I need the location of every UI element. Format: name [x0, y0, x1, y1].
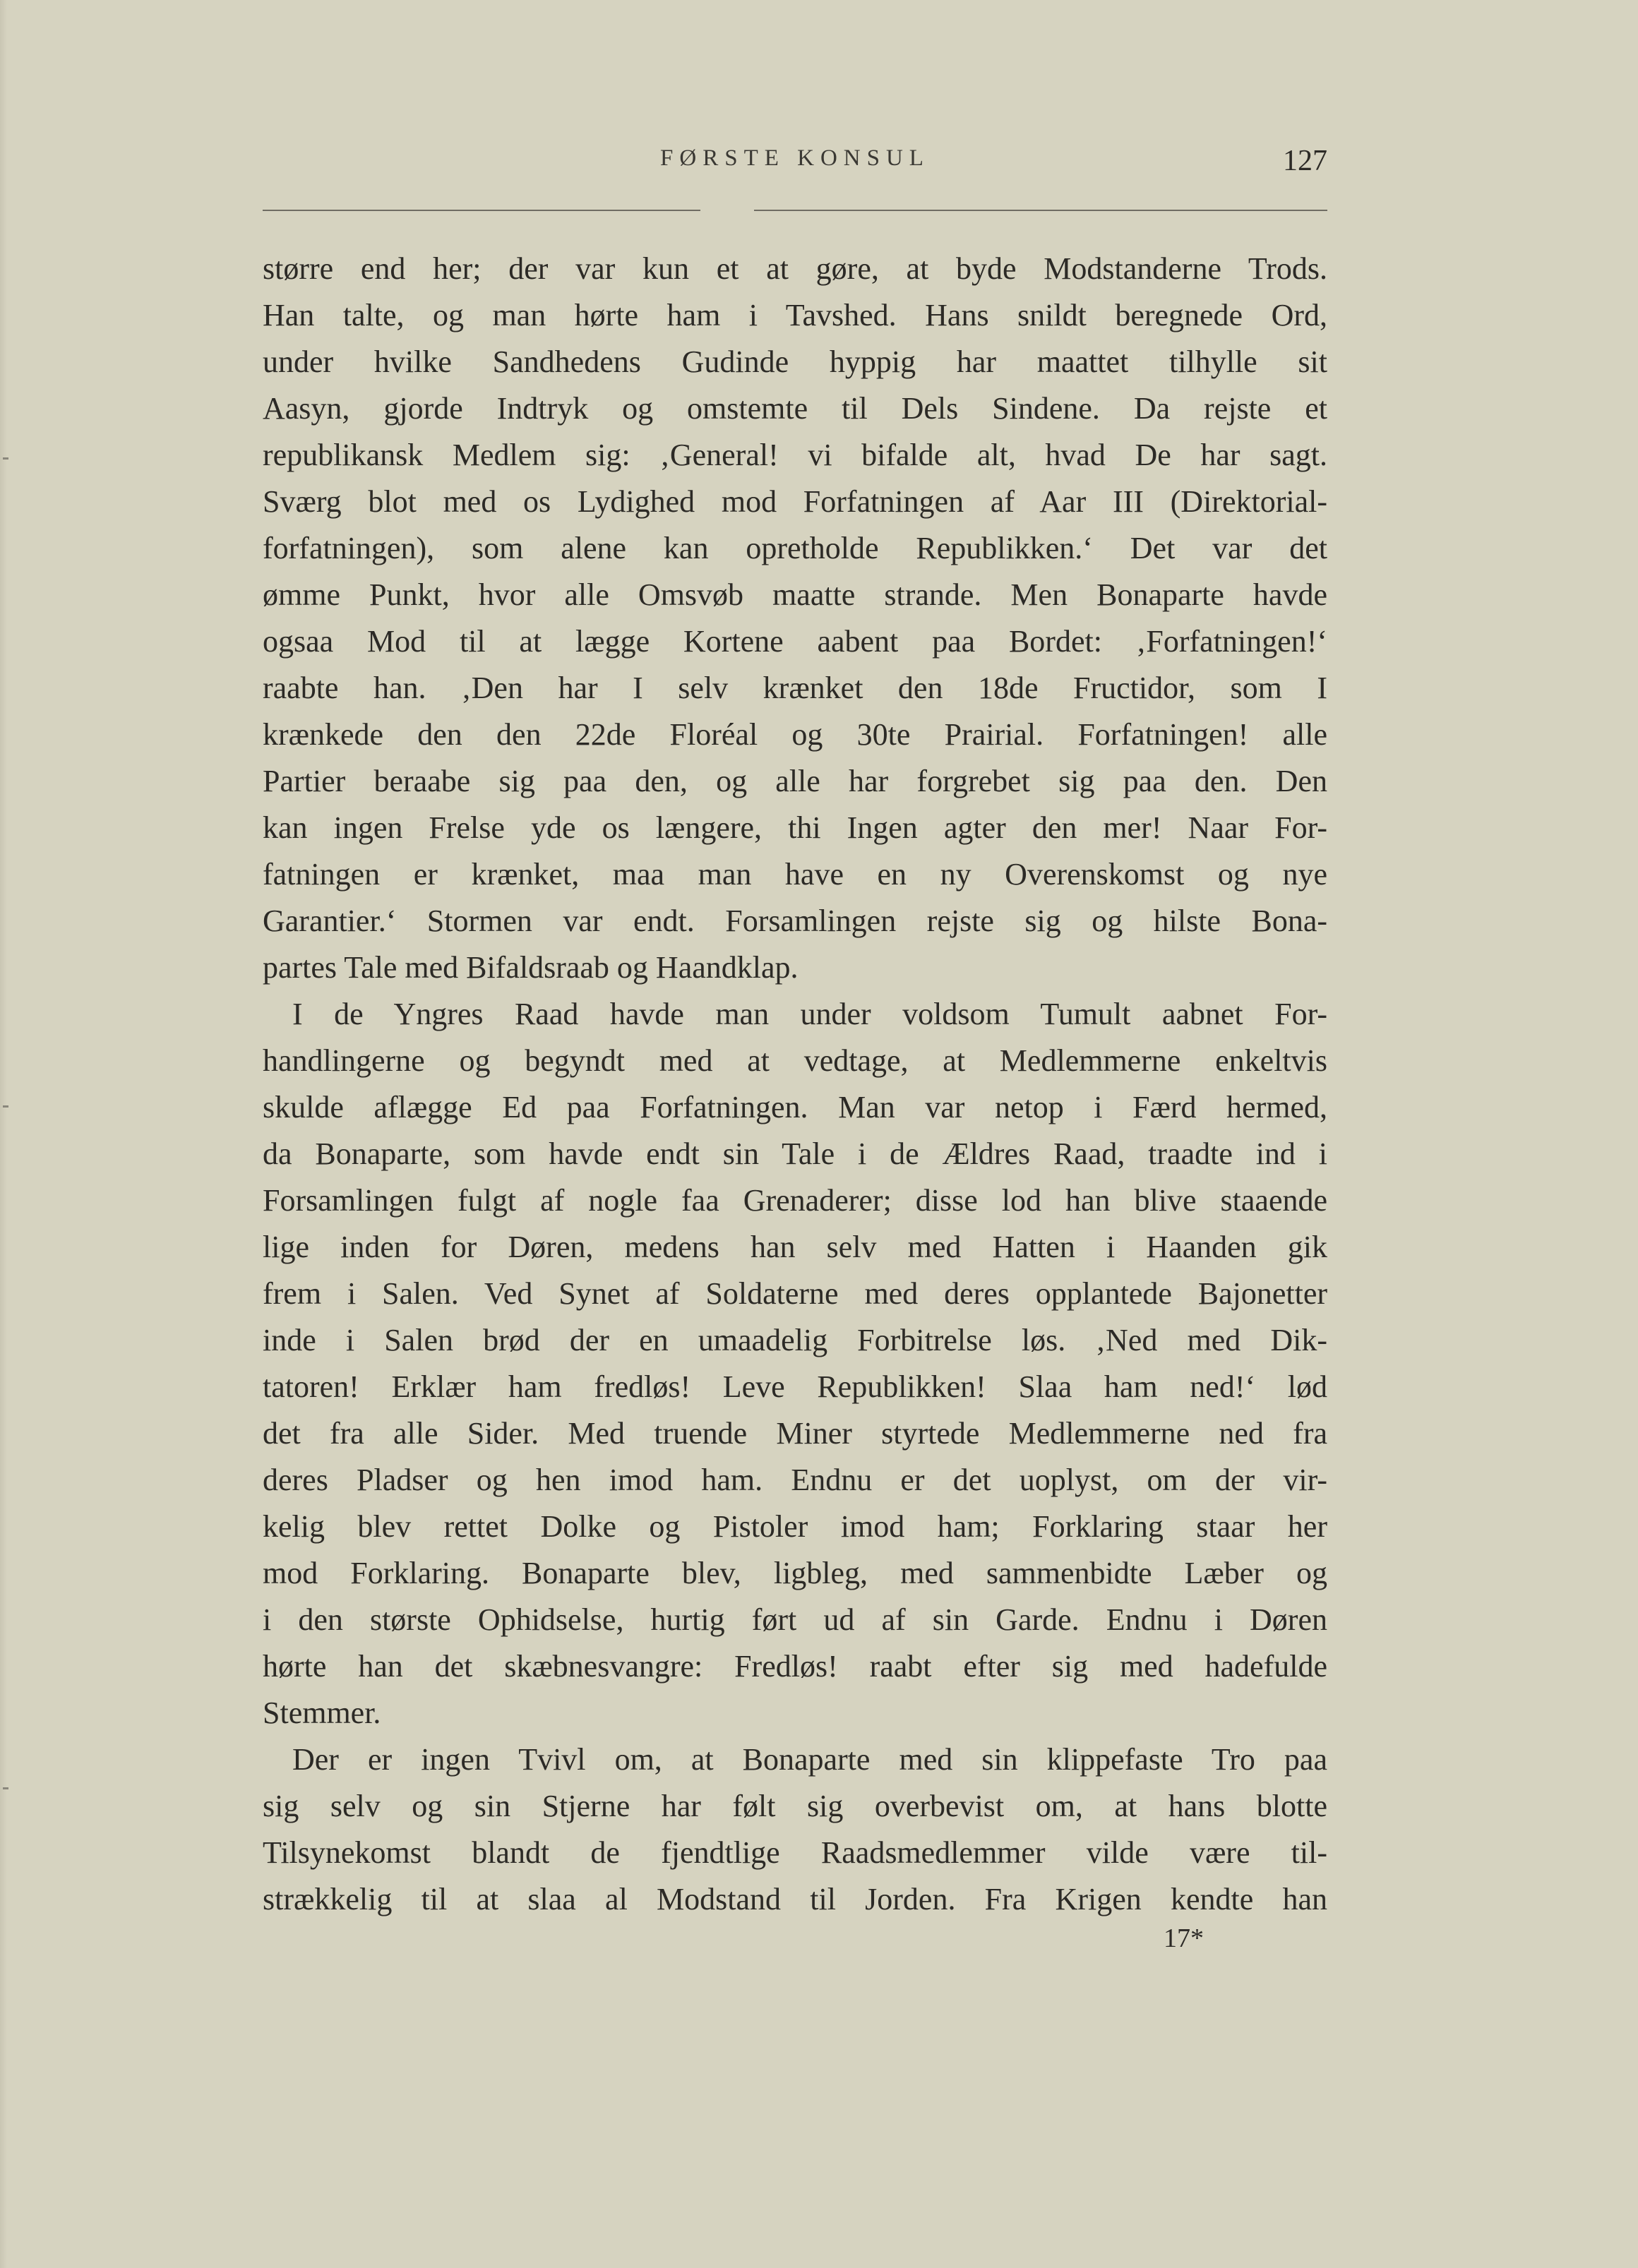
page-edge: [0, 0, 7, 2268]
text-line: forfatningen), som alene kan opretholde Republikken.‘ Det var det: [263, 531, 1327, 565]
margin-mark: [3, 1105, 8, 1108]
text-line: skulde aflægge Ed paa Forfatningen. Man var netop i Færd hermed,: [263, 1090, 1327, 1124]
text-line: krænkede den den 22de Floréal og 30te Prairial. Forfatningen! alle: [263, 717, 1327, 752]
text-line: Der er ingen Tvivl om, at Bonaparte med sin klippefaste Tro paa: [292, 1742, 1327, 1777]
text-line: hørte han det skæbnesvangre: Fredløs! raabt efter sig med hadefulde: [263, 1649, 1327, 1684]
text-line: Aasyn, gjorde Indtryk og omstemte til Dels Sindene. Da rejste et: [263, 391, 1327, 426]
text-line: I de Yngres Raad havde man under voldsom Tumult aabnet For-: [292, 997, 1327, 1031]
margin-mark: [3, 457, 8, 460]
text-line: Stemmer.: [263, 1696, 381, 1730]
text-line: strækkelig til at slaa al Modstand til Jorden. Fra Krigen kendte han: [263, 1882, 1327, 1916]
text-line: under hvilke Sandhedens Gudinde hyppig har maattet tilhylle sit: [263, 344, 1327, 379]
signature-mark: 17*: [1164, 1924, 1204, 1953]
running-header: [263, 138, 1327, 188]
text-line: lige inden for Døren, medens han selv med Hatten i Haanden gik: [263, 1230, 1327, 1264]
text-line: Han talte, og man hørte ham i Tavshed. Hans snildt beregnede Ord,: [263, 298, 1327, 332]
text-line: Forsamlingen fulgt af nogle faa Grenaderer; disse lod han blive staaende: [263, 1183, 1327, 1218]
text-line: handlingerne og begyndt med at vedtage, at Medlemmerne enkeltvis: [263, 1043, 1327, 1078]
text-line: mod Forklaring. Bonaparte blev, ligbleg, med sammenbidte Læber og: [263, 1556, 1327, 1590]
text-line: Partier beraabe sig paa den, og alle har forgrebet sig paa den. Den: [263, 764, 1327, 798]
text-line: det fra alle Sider. Med truende Miner styrtede Medlemmerne ned fra: [263, 1416, 1327, 1451]
text-line: sig selv og sin Stjerne har følt sig overbevist om, at hans blotte: [263, 1789, 1327, 1823]
text-line: Garantier.‘ Stormen var endt. Forsamlingen rejste sig og hilste Bona-: [263, 904, 1327, 938]
text-line: raabte han. ‚Den har I selv krænket den 18de Fructidor, som I: [263, 671, 1327, 705]
header-rule: [754, 210, 1327, 211]
page-number: 127: [1283, 145, 1327, 177]
text-line: Sværg blot med os Lydighed mod Forfatningen af Aar III (Direktorial-: [263, 484, 1327, 519]
text-line: tatoren! Erklær ham fredløs! Leve Republikken! Slaa ham ned!‘ lød: [263, 1369, 1327, 1404]
text-line: ogsaa Mod til at lægge Kortene aabent paa Bordet: ‚Forfatningen!‘: [263, 624, 1327, 659]
text-line: ømme Punkt, hvor alle Omsvøb maatte strande. Men Bonaparte havde: [263, 577, 1327, 612]
text-line: Tilsynekomst blandt de fjendtlige Raadsmedlemmer vilde være til-: [263, 1835, 1327, 1870]
text-line: fatningen er krænket, maa man have en ny Overenskomst og nye: [263, 857, 1327, 892]
text-line: republikansk Medlem sig: ‚General! vi bifalde alt, hvad De har sagt.: [263, 438, 1327, 472]
running-title: FØRSTE KONSUL: [660, 145, 930, 171]
text-line: da Bonaparte, som havde endt sin Tale i de Ældres Raad, traadte ind i: [263, 1136, 1327, 1171]
text-line: større end her; der var kun et at gøre, at byde Modstanderne Trods.: [263, 251, 1327, 286]
header-rule: [263, 210, 700, 211]
text-line: i den største Ophidselse, hurtig ført ud af sin Garde. Endnu i Døren: [263, 1602, 1327, 1637]
text-line: partes Tale med Bifaldsraab og Haandklap.: [263, 950, 799, 985]
text-line: deres Pladser og hen imod ham. Endnu er det uoplyst, om der vir-: [263, 1463, 1327, 1497]
text-line: frem i Salen. Ved Synet af Soldaterne med deres opplantede Bajonetter: [263, 1276, 1327, 1311]
body-text: [263, 246, 1327, 1923]
margin-mark: [3, 1787, 8, 1789]
text-line: inde i Salen brød der en umaadelig Forbitrelse løs. ‚Ned med Dik-: [263, 1323, 1327, 1357]
text-line: kan ingen Frelse yde os længere, thi Ingen agter den mer! Naar For-: [263, 810, 1327, 845]
text-line: kelig blev rettet Dolke og Pistoler imod ham; Forklaring staar her: [263, 1509, 1327, 1544]
